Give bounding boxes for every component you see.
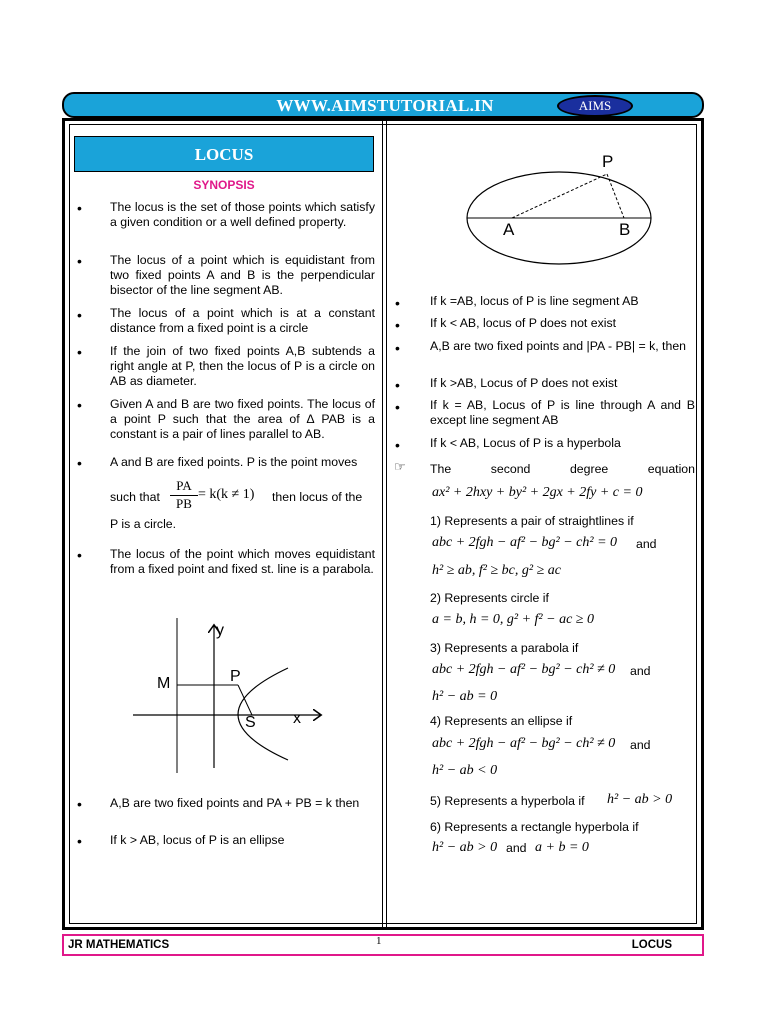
condition-3: 3) Represents a parabola if	[430, 641, 579, 655]
second-degree-intro: The second degree equation	[430, 462, 695, 476]
point-s-label: S	[245, 714, 256, 731]
ratio-suffix: then locus of the	[272, 490, 363, 504]
point-m-label: M	[157, 675, 171, 692]
ellipse-point-b: B	[619, 220, 631, 239]
list-item: Given A and B are two fixed points. The locus of a point P such that the area of ∆ PAB is a constant is a pair of lines parallel to AB.	[110, 397, 375, 441]
list-item: The locus of the point which moves equidistant from a fixed point and fixed st. line is a parabola.	[110, 547, 375, 576]
bullet-icon: •	[395, 399, 400, 415]
condition-2-eq: a = b, h = 0, g² + f² − ac ≥ 0	[432, 612, 594, 627]
list-item: The locus is the set of those points which satisfy a given condition or a well defined property.	[110, 200, 375, 229]
bullet-icon: •	[77, 344, 82, 360]
point-p-label: P	[230, 668, 241, 685]
bullet-icon: •	[77, 833, 82, 849]
bullet-icon: •	[77, 307, 82, 323]
condition-1-eq2: h² ≥ ab, f² ≥ bc, g² ≥ ac	[432, 563, 561, 578]
and-text: and	[506, 841, 527, 855]
bullet-icon: •	[77, 455, 82, 471]
column-divider	[382, 120, 387, 928]
bullet-icon: •	[77, 253, 82, 269]
page-number: 1	[376, 935, 382, 947]
x-axis-label: x	[293, 710, 301, 727]
bullet-icon: •	[395, 437, 400, 453]
footer-subject: JR MATHEMATICS	[68, 939, 170, 951]
ratio-fraction	[170, 478, 198, 512]
condition-4-eq: abc + 2fgh − af² − bg² − ch² ≠ 0	[432, 736, 616, 751]
list-item: A,B are two fixed points and PA + PB = k then	[110, 796, 360, 810]
page-title: LOCUS	[194, 145, 254, 164]
footer-bar	[62, 934, 704, 956]
condition-6-eq2: a + b = 0	[535, 840, 589, 855]
bullet-icon: •	[77, 547, 82, 563]
list-item: If k > AB, locus of P is an ellipse	[110, 833, 285, 847]
list-item: If k < AB, locus of P does not exist	[430, 316, 617, 330]
and-text: and	[636, 537, 657, 551]
bullet-icon: •	[77, 397, 82, 413]
title-box	[74, 136, 374, 172]
condition-6: 6) Represents a rectangle hyperbola if	[430, 820, 639, 834]
site-url[interactable]: WWW.AIMSTUTORIAL.IN	[276, 96, 494, 115]
ratio-numerator: PA	[176, 478, 192, 493]
ratio-prefix: such that	[110, 490, 160, 504]
condition-5: 5) Represents a hyperbola if	[430, 794, 585, 808]
ratio-denominator: PB	[170, 495, 198, 512]
bullet-icon: •	[77, 796, 82, 812]
list-item: The locus of a point which is at a constant distance from a fixed point is a circle	[110, 306, 375, 335]
ratio-rhs: = k(k ≠ 1)	[198, 487, 255, 502]
bullet-icon: •	[77, 200, 82, 216]
and-text: and	[630, 738, 651, 752]
footer-topic: LOCUS	[631, 939, 672, 951]
condition-1: 1) Represents a pair of straightlines if	[430, 514, 634, 528]
ratio-tail: P is a circle.	[110, 517, 177, 531]
condition-6-eq: h² − ab > 0	[432, 840, 498, 855]
condition-2: 2) Represents circle if	[430, 591, 549, 605]
condition-5-eq: h² − ab > 0	[607, 792, 673, 807]
list-item: If the join of two fixed points A,B subtends a right angle at P, then the locus of P is a circle on AB as diameter.	[110, 344, 375, 388]
ellipse-point-a: A	[503, 220, 515, 239]
ellipse-point-p: P	[602, 152, 614, 171]
parabola-figure	[128, 618, 328, 778]
and-text: and	[630, 664, 651, 678]
condition-3-eq: abc + 2fgh − af² − bg² − ch² ≠ 0	[432, 662, 616, 677]
list-item: If k < AB, Locus of P is a hyperbola	[430, 436, 621, 450]
list-item: If k = AB, Locus of P is line through A and B except line segment AB	[430, 398, 695, 427]
list-item: A and B are fixed points. P is the point moves	[110, 455, 358, 469]
ellipse-figure	[462, 165, 662, 275]
list-item: A,B are two fixed points and |PA - PB| = k, then	[430, 339, 686, 353]
pointing-hand-icon: ☞	[394, 459, 406, 474]
bullet-icon: •	[395, 340, 400, 356]
list-item: The locus of a point which is equidistant from two fixed points A and B is the perpendicular bisector of the line segment AB.	[110, 253, 375, 297]
condition-4-eq2: h² − ab < 0	[432, 763, 498, 778]
condition-4: 4) Represents an ellipse if	[430, 714, 573, 728]
condition-3-eq2: h² − ab = 0	[432, 689, 498, 704]
y-axis-label: y	[216, 622, 224, 639]
synopsis-heading: SYNOPSIS	[193, 178, 255, 192]
bullet-icon: •	[395, 377, 400, 393]
aims-badge: AIMS	[557, 95, 633, 117]
bullet-icon: •	[395, 317, 400, 333]
general-equation: ax² + 2hxy + by² + 2gx + 2fy + c = 0	[432, 485, 643, 500]
bullet-icon: •	[395, 295, 400, 311]
condition-1-eq: abc + 2fgh − af² − bg² − ch² = 0	[432, 535, 618, 550]
list-item: If k =AB, locus of P is line segment AB	[430, 294, 639, 308]
list-item: If k >AB, Locus of P does not exist	[430, 376, 618, 390]
